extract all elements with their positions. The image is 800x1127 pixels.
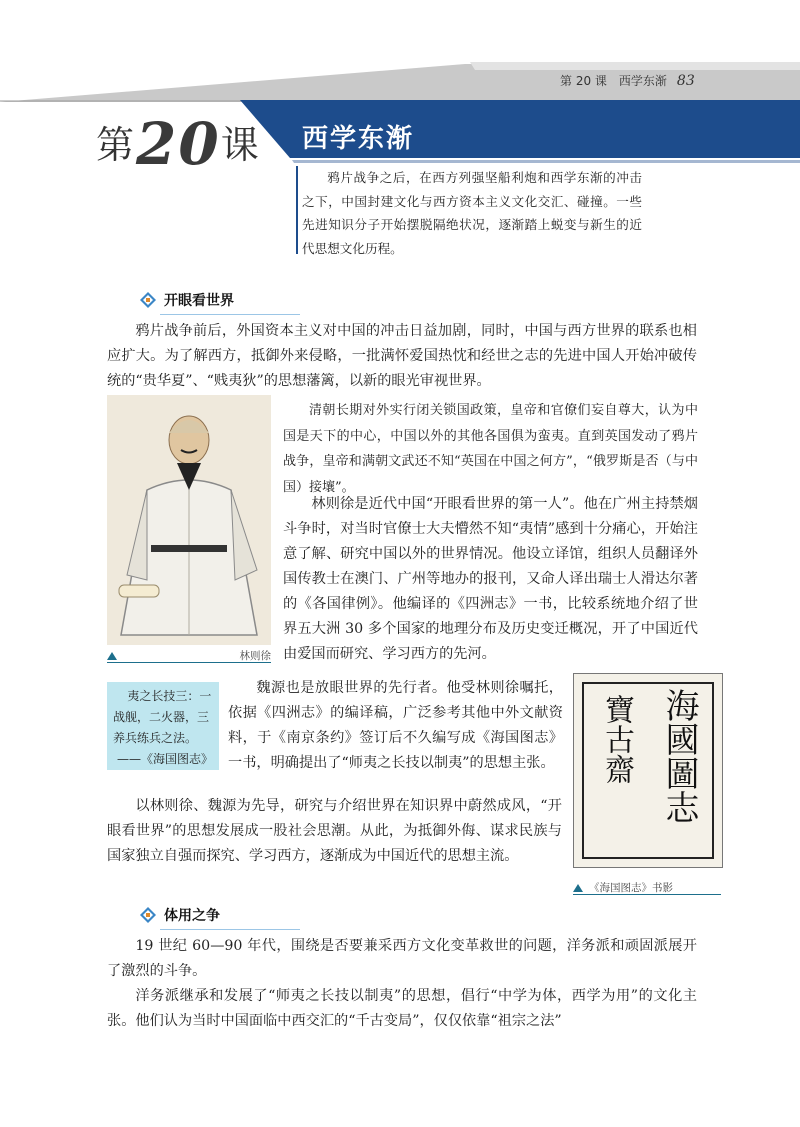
portrait-caption: 林则徐 bbox=[239, 650, 271, 662]
running-head bbox=[560, 72, 695, 89]
paragraph: 林则徐是近代中国“开眼看世界的第一人”。他在广州主持禁烟斗争时，对当时官僚士大夫懵然不知“夷情”感到十分痛心，开始注意了解、研究中国以外的世界情况。他设立译馆，组织人员翻译外国传教士在澳门、广州等地办的报刊，又命人译出瑞士人滑达尔著的《各国律例》。他编译的《四洲志》一书，比较系统地介绍了世界五大洲 30 多个国家的地理分布及历史变迁概况，开了中国近代由爱国而研究、学习西方的先河。 bbox=[283, 496, 698, 662]
section-icon bbox=[138, 905, 158, 925]
section-heading-text: 体用之争 bbox=[164, 908, 220, 924]
book-side-chars: 寶古齋 bbox=[599, 694, 634, 784]
paragraph: 鸦片战争前后，外国资本主义对中国的冲击日益加剧，同时，中国与西方世界的联系也相应扩大。为了解西方，抵御外来侵略，一批满怀爱国热忱和经世之志的先进中国人开始冲破传统的“贵华夏”、“贱夷狄”的思想藩篱，以新的眼光审视世界。 bbox=[107, 323, 697, 389]
book-caption-bar bbox=[573, 880, 721, 895]
book-title-chars: 海國圖志 bbox=[659, 688, 699, 824]
side-note-source: ——《海国图志》 bbox=[116, 752, 213, 766]
page-number: 83 bbox=[676, 73, 695, 89]
side-note bbox=[107, 682, 219, 770]
caption-rule bbox=[573, 894, 721, 895]
lesson-prefix: 第 bbox=[96, 123, 137, 167]
section-heading-1 bbox=[138, 290, 234, 310]
caption-marker-icon bbox=[107, 652, 117, 660]
side-note-text: 夷之长技三：一战舰，二火器，三养兵练兵之法。 bbox=[113, 689, 212, 745]
section-rule bbox=[160, 929, 300, 930]
book-caption: 《海国图志》书影 bbox=[589, 882, 673, 894]
paragraph: 以林则徐、魏源为先导，研究与介绍世界在知识界中蔚然成风，“开眼看世界”的思想发展成一股社会思潮。从此，为抵御外侮、谋求民族与国家独立自强而探究、学习西方，逐渐成为中国近代的思想主流。 bbox=[107, 798, 562, 864]
caption-rule bbox=[107, 662, 271, 663]
paragraph: 清朝长期对外实行闭关锁国政策，皇帝和官僚们妄自尊大，认为中国是天下的中心，中国以外的其他各国俱为蛮夷。直到英国发动了鸦片战争，皇帝和满朝文武还不知“英国在中国之何方”，“俄罗斯是否（与中国）接壤”。 bbox=[283, 403, 698, 495]
section-heading-text: 开眼看世界 bbox=[164, 293, 234, 309]
running-head-title: 第 20 课 西学东渐 bbox=[560, 74, 667, 88]
section-icon bbox=[138, 290, 158, 310]
book-cover-image bbox=[573, 673, 723, 868]
paragraph: 19 世纪 60—90 年代，围绕是否要兼采西方文化变革救世的问题，洋务派和顽固派展开了激烈的斗争。 bbox=[107, 938, 697, 979]
paragraph: 魏源也是放眼世界的先行者。他受林则徐嘱托，依据《四洲志》的编译稿，广泛参考其他中外文献资料，于《南京条约》签订后不久编写成《海国图志》一书，明确提出了“师夷之长技以制夷”的思想主张。 bbox=[228, 680, 563, 771]
lesson-intro: 鸦片战争之后，在西方列强坚船利炮和西学东渐的冲击之下，中国封建文化与西方资本主义文化交汇、碰撞。一些先进知识分子开始摆脱隔绝状况，逐渐踏上蜕变与新生的近代思想文化历程。 bbox=[302, 170, 642, 256]
section-heading-2 bbox=[138, 905, 220, 925]
section-rule bbox=[160, 314, 300, 315]
lesson-suffix: 课 bbox=[220, 123, 261, 167]
lesson-number-digits: 20 bbox=[136, 110, 221, 178]
intro-rule bbox=[296, 166, 298, 254]
paragraph: 洋务派继承和发展了“师夷之长技以制夷”的思想，倡行“中学为体，西学为用”的文化主张。他们认为当时中国面临中西交汇的“千古变局”，仅仅依靠“祖宗之法” bbox=[107, 988, 697, 1029]
lesson-number bbox=[96, 110, 261, 178]
lesson-title: 西学东渐 bbox=[302, 124, 415, 154]
caption-marker-icon bbox=[573, 884, 583, 892]
portrait-lin-zexu bbox=[107, 395, 271, 645]
portrait-caption-bar bbox=[107, 648, 271, 663]
